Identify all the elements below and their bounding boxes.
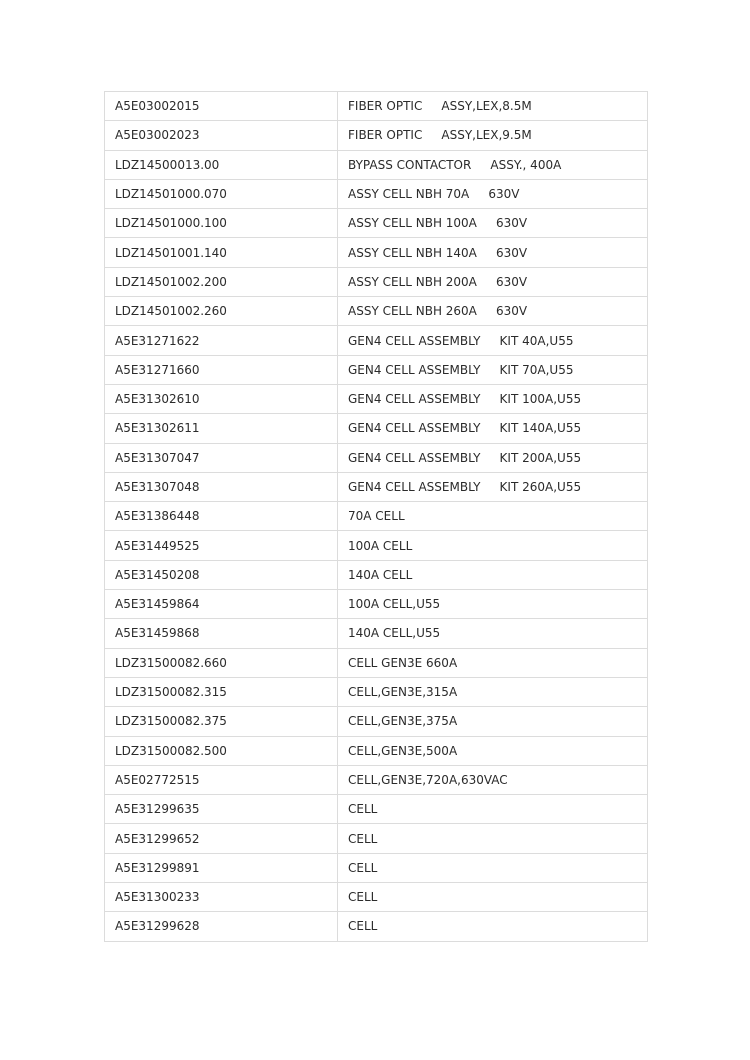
description-cell: 70A CELL <box>338 502 648 531</box>
table-row <box>105 297 648 326</box>
description-cell: GEN4 CELL ASSEMBLY KIT 100A,U55 <box>338 384 648 413</box>
table-row <box>105 912 648 941</box>
part-number-cell: A5E31300233 <box>105 883 338 912</box>
part-number-cell: LDZ31500082.660 <box>105 648 338 677</box>
part-number-cell: A5E31449525 <box>105 531 338 560</box>
description-cell: FIBER OPTIC ASSY,LEX,8.5M <box>338 92 648 121</box>
part-number-cell: LDZ31500082.375 <box>105 707 338 736</box>
table-row <box>105 648 648 677</box>
part-number-cell: A5E31307047 <box>105 443 338 472</box>
table-row <box>105 326 648 355</box>
description-cell: ASSY CELL NBH 260A 630V <box>338 297 648 326</box>
description-cell: CELL,GEN3E,375A <box>338 707 648 736</box>
description-cell: GEN4 CELL ASSEMBLY KIT 200A,U55 <box>338 443 648 472</box>
part-number-cell: A5E31450208 <box>105 560 338 589</box>
table-row <box>105 824 648 853</box>
part-number-cell: LDZ14501001.140 <box>105 238 338 267</box>
part-number-cell: A5E31299652 <box>105 824 338 853</box>
description-cell: CELL <box>338 824 648 853</box>
table-row <box>105 619 648 648</box>
table-row <box>105 502 648 531</box>
parts-table <box>104 91 648 942</box>
table-row <box>105 883 648 912</box>
part-number-cell: A5E31299635 <box>105 795 338 824</box>
description-cell: GEN4 CELL ASSEMBLY KIT 140A,U55 <box>338 414 648 443</box>
part-number-cell: A5E31386448 <box>105 502 338 531</box>
description-cell: CELL,GEN3E,720A,630VAC <box>338 765 648 794</box>
table-row <box>105 179 648 208</box>
table-row <box>105 150 648 179</box>
description-cell: CELL <box>338 795 648 824</box>
part-number-cell: LDZ14501000.100 <box>105 209 338 238</box>
part-number-cell: A5E31299628 <box>105 912 338 941</box>
table-row <box>105 238 648 267</box>
description-cell: GEN4 CELL ASSEMBLY KIT 40A,U55 <box>338 326 648 355</box>
table-row <box>105 531 648 560</box>
table-row <box>105 121 648 150</box>
table-row <box>105 590 648 619</box>
table-row <box>105 92 648 121</box>
table-row <box>105 443 648 472</box>
description-cell: CELL <box>338 883 648 912</box>
description-cell: FIBER OPTIC ASSY,LEX,9.5M <box>338 121 648 150</box>
description-cell: CELL <box>338 853 648 882</box>
part-number-cell: A5E31302611 <box>105 414 338 443</box>
description-cell: 140A CELL <box>338 560 648 589</box>
part-number-cell: LDZ31500082.315 <box>105 677 338 706</box>
table-row <box>105 707 648 736</box>
part-number-cell: A5E31271660 <box>105 355 338 384</box>
table-row <box>105 795 648 824</box>
description-cell: 100A CELL,U55 <box>338 590 648 619</box>
description-cell: CELL GEN3E 660A <box>338 648 648 677</box>
table-row <box>105 472 648 501</box>
part-number-cell: LDZ14501002.200 <box>105 267 338 296</box>
part-number-cell: A5E31307048 <box>105 472 338 501</box>
part-number-cell: LDZ31500082.500 <box>105 736 338 765</box>
part-number-cell: A5E31302610 <box>105 384 338 413</box>
description-cell: GEN4 CELL ASSEMBLY KIT 70A,U55 <box>338 355 648 384</box>
description-cell: CELL,GEN3E,315A <box>338 677 648 706</box>
table-row <box>105 355 648 384</box>
parts-table-body <box>105 92 648 942</box>
description-cell: 100A CELL <box>338 531 648 560</box>
table-row <box>105 765 648 794</box>
table-row <box>105 853 648 882</box>
description-cell: CELL,GEN3E,500A <box>338 736 648 765</box>
description-cell: ASSY CELL NBH 200A 630V <box>338 267 648 296</box>
part-number-cell: A5E02772515 <box>105 765 338 794</box>
description-cell: GEN4 CELL ASSEMBLY KIT 260A,U55 <box>338 472 648 501</box>
part-number-cell: A5E03002023 <box>105 121 338 150</box>
description-cell: ASSY CELL NBH 70A 630V <box>338 179 648 208</box>
part-number-cell: A5E31299891 <box>105 853 338 882</box>
part-number-cell: A5E31459868 <box>105 619 338 648</box>
description-cell: BYPASS CONTACTOR ASSY., 400A <box>338 150 648 179</box>
description-cell: ASSY CELL NBH 140A 630V <box>338 238 648 267</box>
table-row <box>105 384 648 413</box>
table-row <box>105 267 648 296</box>
table-row <box>105 560 648 589</box>
part-number-cell: A5E03002015 <box>105 92 338 121</box>
part-number-cell: A5E31459864 <box>105 590 338 619</box>
table-row <box>105 736 648 765</box>
table-row <box>105 414 648 443</box>
part-number-cell: LDZ14500013.00 <box>105 150 338 179</box>
table-row <box>105 209 648 238</box>
description-cell: ASSY CELL NBH 100A 630V <box>338 209 648 238</box>
description-cell: 140A CELL,U55 <box>338 619 648 648</box>
description-cell: CELL <box>338 912 648 941</box>
part-number-cell: LDZ14501000.070 <box>105 179 338 208</box>
part-number-cell: A5E31271622 <box>105 326 338 355</box>
part-number-cell: LDZ14501002.260 <box>105 297 338 326</box>
table-row <box>105 677 648 706</box>
